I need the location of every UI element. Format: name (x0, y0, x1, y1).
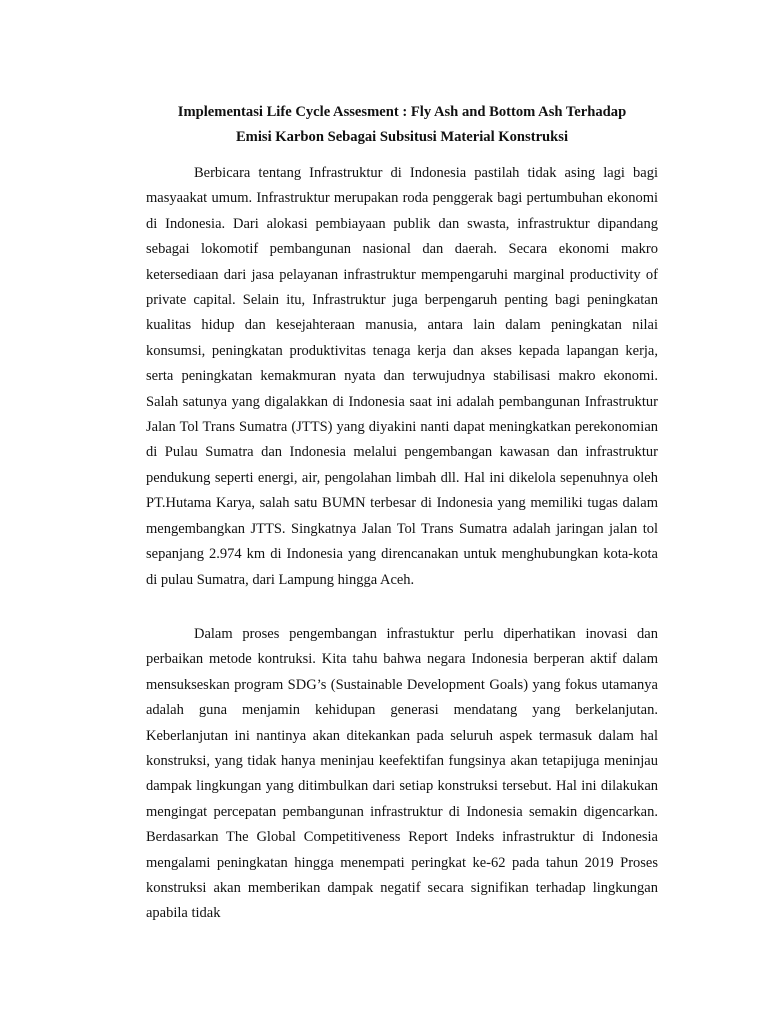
document-title-line-2: Emisi Karbon Sebagai Subsitusi Material Konstruksi (235, 129, 569, 145)
document-title-line-1: Implementasi Life Cycle Assesment : Fly Ash and Bottom Ash Terhadap (177, 104, 627, 120)
body-paragraph-2: Dalam proses pengembangan infrastuktur perlu diperhatikan inovasi dan perbaikan metode kontruksi. Kita tahu bahwa negara Indonesia berperan aktif dalam mensukseskan program SDG’s (Sustainable Development Goals) yang fokus utamanya adalah guna menjamin kehidupan generasi mendatang yang berkelanjutan. Keberlanjutan ini nantinya akan ditekankan pada seluruh aspek termasuk dalam hal konstruksi, yang tidak hanya meninjau keefektifan fungsinya akan tetapijuga meninjau dampak lingkungan yang ditimbulkan dari setiap konstruksi tersebut. Hal ini dilakukan mengingat percepatan pembangunan infrastruktur di Indonesia semakin digencarkan. Berdasarkan The Global Competitiveness Report Indeks infrastruktur di Indonesia mengalami peningkatan hingga menempati peringkat ke-62 pada tahun 2019 Proses konstruksi akan memberikan dampak negatif secara signifikan terhadap lingkungan apabila tidak (146, 626, 658, 922)
body-paragraph-1: Berbicara tentang Infrastruktur di Indonesia pastilah tidak asing lagi bagi masyaakat umum. Infrastruktur merupakan roda penggerak bagi pertumbuhan ekonomi di Indonesia. Dari alokasi pembiayaan publik dan swasta, infrastruktur dipandang sebagai lokomotif pembangunan nasional dan daerah. Secara ekonomi makro ketersediaan dari jasa pelayanan infrastruktur mempengaruhi marginal productivity of private capital. Selain itu, Infrastruktur juga berpengaruh penting bagi peningkatan kualitas hidup dan kesejahteraan manusia, antara lain dalam peningkatan nilai konsumsi, peningkatan produktivitas tenaga kerja dan akses kepada lapangan kerja, serta peningkatan kemakmuran nyata dan terwujudnya stabilisasi makro ekonomi. Salah satunya yang digalakkan di Indonesia saat ini adalah pembangunan Infrastruktur Jalan Tol Trans Sumatra (JTTS) yang diyakini nanti dapat meningkatkan perekonomian di Pulau Sumatra dan Indonesia melalui pengembangan kawasan dan infrastruktur pendukung seperti energi, air, pengolahan limbah dll. Hal ini dikelola sepenuhnya oleh PT.Hutama Karya, salah satu BUMN terbesar di Indonesia yang memiliki tugas dalam mengembangkan JTTS. Singkatnya Jalan Tol Trans Sumatra adalah jaringan jalan tol sepanjang 2.974 km di Indonesia yang direncanakan untuk menghubungkan kota-kota di pulau Sumatra, dari Lampung hingga Aceh. (146, 165, 658, 588)
